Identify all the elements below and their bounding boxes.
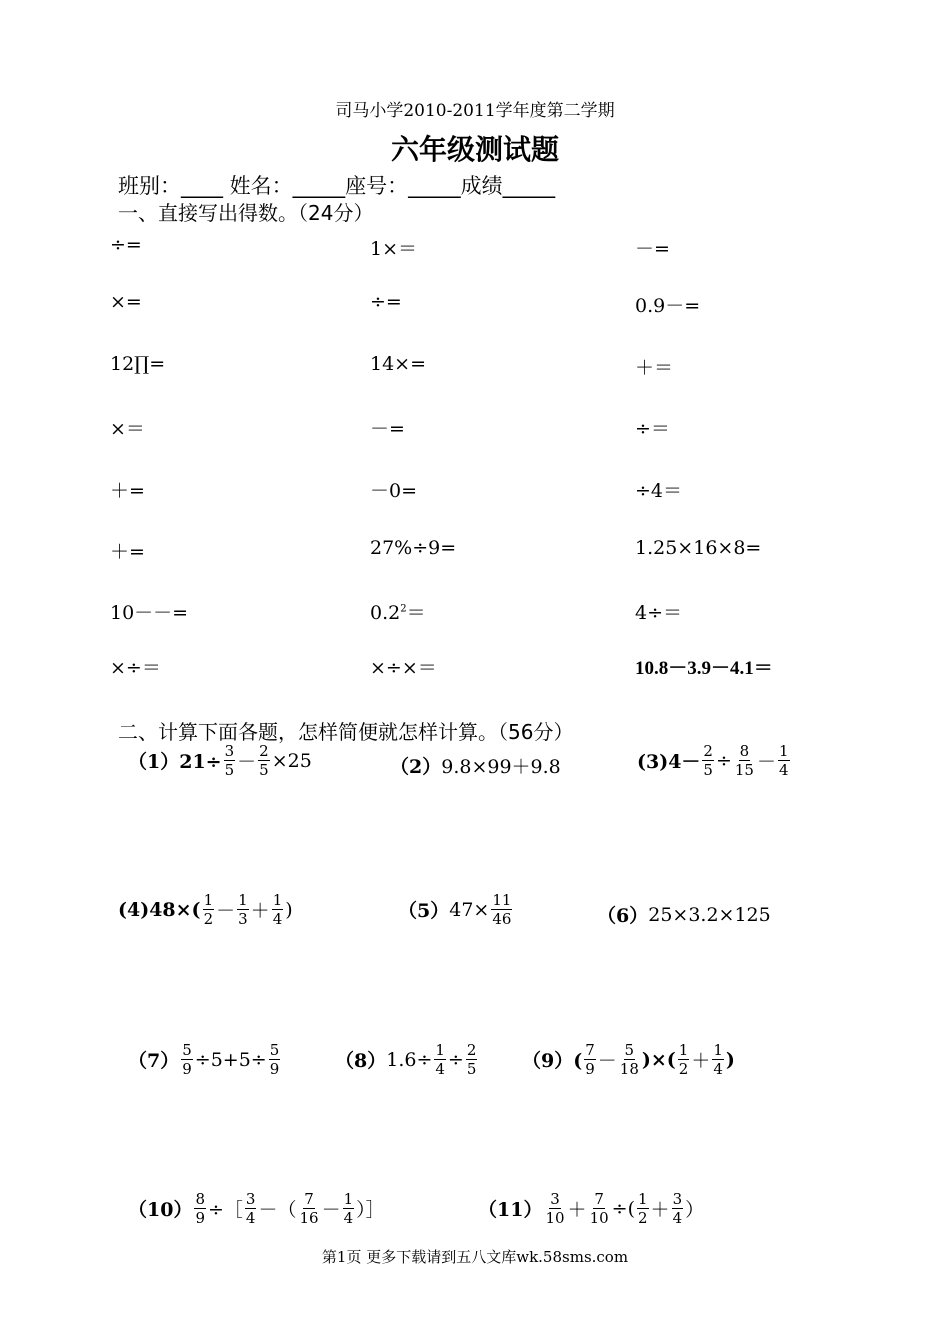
p11-frac-2 (589, 1190, 610, 1227)
p1-op1: － (237, 751, 257, 773)
p10-frac-1 (194, 1190, 206, 1227)
p11-label: （11） (478, 1199, 543, 1221)
p3-f1-num: 2 (703, 742, 713, 760)
s1-item-7: 12∏= (110, 353, 166, 375)
p10-f2-num: 3 (245, 1190, 256, 1208)
p11-frac-3 (637, 1190, 649, 1227)
p11-tail: ） (685, 1199, 705, 1221)
p7-label: （7） (128, 1050, 180, 1072)
p9-f1-den: 9 (585, 1060, 595, 1078)
p6-expr: 25×3.2×125 (648, 903, 771, 926)
p9-tail: ) (725, 1048, 735, 1071)
p7-mid: ÷5+5÷ (194, 1048, 267, 1071)
p10-op1: ÷［ (208, 1199, 243, 1221)
p1-f1-den: 5 (224, 761, 235, 779)
p10-f2-den: 4 (245, 1209, 256, 1227)
p11-op3: ＋ (650, 1199, 670, 1221)
p8-f2-den: 5 (466, 1060, 477, 1078)
section2-heading: 二、计算下面各题，怎样简便就怎样计算。（56分） (118, 720, 574, 744)
p6-label: （6） (597, 905, 649, 927)
s1-item-23: ×÷×＝ (370, 657, 437, 679)
page-footer: 第1页 更多下载请到五八文库wk.58sms.com (321, 1248, 629, 1266)
p2-expr: 9.8×99＋9.8 (441, 756, 561, 778)
p4-f1-den: 2 (203, 910, 214, 928)
s1-item-22: ×÷＝ (110, 657, 161, 679)
school-name: 司马小学2010-2011学年度第二学期 (335, 101, 615, 121)
p4-label: (4)48×( (118, 898, 201, 921)
s1-item-10: ×＝ (110, 418, 145, 440)
problem-2 (390, 752, 561, 779)
p9-frac-4 (712, 1041, 724, 1078)
p8-pre: 1.6÷ (386, 1048, 433, 1071)
p2-label: （2） (390, 756, 442, 778)
p9-f3-num: 1 (678, 1041, 689, 1059)
p10-op2: －（ (258, 1199, 297, 1221)
p4-f2-num: 1 (238, 891, 248, 909)
p1-tail: ×25 (271, 749, 312, 772)
p8-frac-2 (466, 1041, 478, 1078)
s1-item-11: －= (370, 418, 405, 440)
page-title: 六年级测试题 (390, 133, 559, 166)
s1-item-5: ÷= (370, 291, 402, 313)
p3-frac-1 (702, 742, 714, 779)
p10-frac-3 (298, 1190, 319, 1227)
s1-item-13: ＋= (110, 480, 145, 502)
p10-f3-den: 16 (299, 1209, 319, 1227)
s1-item-24: 10.8－3.9－4.1＝ (635, 658, 773, 679)
s1-item-18: 1.25×16×8= (635, 537, 762, 559)
p7-f1-den: 9 (182, 1060, 192, 1078)
problem-1 (128, 742, 312, 779)
p11-op2: ÷( (611, 1197, 635, 1220)
p8-f2-num: 2 (466, 1041, 477, 1059)
p11-f4-num: 3 (672, 1190, 683, 1208)
s1-item-15: ÷4＝ (635, 480, 683, 502)
p1-frac-1 (224, 742, 236, 779)
p9-f3-den: 2 (678, 1060, 689, 1078)
s1-item-2: 1×＝ (370, 238, 418, 260)
problem-6 (597, 901, 771, 928)
problem-11 (478, 1190, 704, 1227)
s1-item-20-sup: 2 (400, 603, 407, 615)
student-info-line: 班别：____ 姓名：_____座号：_____成绩_____ (118, 174, 556, 198)
p4-frac-1 (203, 891, 215, 928)
p9-f2-num: 5 (624, 1041, 635, 1059)
problem-8 (335, 1041, 479, 1078)
p3-frac-2 (734, 742, 755, 779)
p7-frac-2 (269, 1041, 281, 1078)
problem-4 (118, 891, 293, 928)
p5-f1-den: 46 (492, 910, 512, 928)
p10-f4-num: 1 (343, 1190, 354, 1208)
s1-item-1: ÷= (110, 234, 142, 256)
p3-op1: ÷ (715, 749, 732, 772)
p1-f2-den: 5 (259, 761, 269, 779)
s1-item-16: ＋= (110, 541, 145, 563)
p4-f1-num: 1 (203, 891, 214, 909)
p9-frac-1 (584, 1041, 596, 1078)
p5-f1-num: 11 (492, 891, 512, 909)
p7-f2-den: 9 (269, 1060, 280, 1078)
p8-frac-1 (434, 1041, 446, 1078)
p9-f4-num: 1 (713, 1041, 723, 1059)
s1-item-9: ＋＝ (635, 357, 674, 379)
s1-item-19: 10－－= (110, 602, 189, 624)
p3-op2: － (756, 751, 776, 773)
s1-item-20 (370, 598, 426, 625)
p9-f2-den: 18 (619, 1060, 639, 1078)
p11-frac-4 (672, 1190, 684, 1227)
p4-tail: ) (285, 898, 293, 921)
p11-f3-den: 2 (638, 1209, 648, 1227)
p4-f3-num: 1 (272, 891, 283, 909)
p7-f1-num: 5 (182, 1041, 192, 1059)
problem-10 (128, 1190, 385, 1227)
p9-f1-num: 7 (585, 1041, 595, 1059)
s1-item-3: －= (635, 238, 670, 260)
p3-f3-den: 4 (779, 761, 789, 779)
s1-item-14: －0= (370, 480, 418, 502)
p8-f1-num: 1 (435, 1041, 445, 1059)
p1-label: （1）21÷ (128, 751, 222, 773)
p4-op1: － (216, 900, 236, 922)
s1-item-4: ×= (110, 291, 142, 313)
p10-f3-num: 7 (304, 1190, 314, 1208)
p3-label: (3)4－ (637, 751, 701, 773)
p5-pre: 47× (449, 898, 490, 921)
s1-item-8: 14×= (370, 353, 427, 375)
s1-item-20-tail: ＝ (406, 602, 426, 624)
p10-label: （10） (128, 1199, 193, 1221)
p9-label: （9）( (522, 1050, 583, 1072)
p4-op2: ＋ (250, 900, 270, 922)
p7-f2-num: 5 (269, 1041, 280, 1059)
p9-mid: )×( (641, 1048, 676, 1071)
s1-item-6: 0.9－= (635, 295, 701, 317)
s1-item-21: 4÷＝ (635, 602, 683, 624)
p9-op1: － (597, 1050, 617, 1072)
problem-5 (398, 891, 514, 928)
p10-f1-num: 8 (195, 1190, 205, 1208)
problem-9 (522, 1041, 735, 1078)
p3-f1-den: 5 (703, 761, 713, 779)
p11-frac-1 (544, 1190, 565, 1227)
s1-item-20-base: 0.2 (370, 602, 401, 624)
p9-frac-2 (619, 1041, 640, 1078)
s1-item-17: 27%÷9= (370, 537, 457, 559)
p9-f4-den: 4 (713, 1060, 723, 1078)
p8-label: （8） (335, 1050, 387, 1072)
p7-frac-1 (181, 1041, 193, 1078)
p10-f1-den: 9 (195, 1209, 205, 1227)
p8-f1-den: 4 (435, 1060, 445, 1078)
s1-item-12: ÷＝ (635, 418, 670, 440)
p11-op1: ＋ (567, 1199, 587, 1221)
problem-3 (637, 742, 792, 779)
p1-frac-2 (258, 742, 270, 779)
p9-frac-3 (678, 1041, 690, 1078)
p1-f1-num: 3 (224, 742, 235, 760)
p8-op1: ÷ (447, 1048, 464, 1071)
p11-f1-den: 10 (545, 1209, 565, 1227)
p3-f2-den: 15 (734, 761, 754, 779)
p11-f3-num: 1 (638, 1190, 648, 1208)
p4-frac-2 (237, 891, 249, 928)
p10-f4-den: 4 (343, 1209, 354, 1227)
p11-f1-num: 3 (550, 1190, 560, 1208)
p11-f2-den: 10 (589, 1209, 609, 1227)
p10-tail: ）］ (356, 1199, 385, 1221)
p5-label: （5） (398, 900, 450, 922)
p11-f2-num: 7 (594, 1190, 604, 1208)
p3-f2-num: 8 (739, 742, 750, 760)
p4-f2-den: 3 (238, 910, 248, 928)
p10-op3: － (321, 1199, 341, 1221)
p4-f3-den: 4 (272, 910, 283, 928)
problem-7 (128, 1041, 282, 1078)
p4-frac-3 (272, 891, 284, 928)
p10-frac-2 (245, 1190, 257, 1227)
p10-frac-4 (343, 1190, 355, 1227)
p11-f4-den: 4 (672, 1209, 683, 1227)
section1-heading: 一、直接写出得数。（24分） (118, 201, 374, 225)
p1-f2-num: 2 (259, 742, 269, 760)
p5-frac-1 (491, 891, 512, 928)
p9-op2: ＋ (691, 1050, 711, 1072)
p3-frac-3 (778, 742, 790, 779)
p3-f3-num: 1 (779, 742, 789, 760)
